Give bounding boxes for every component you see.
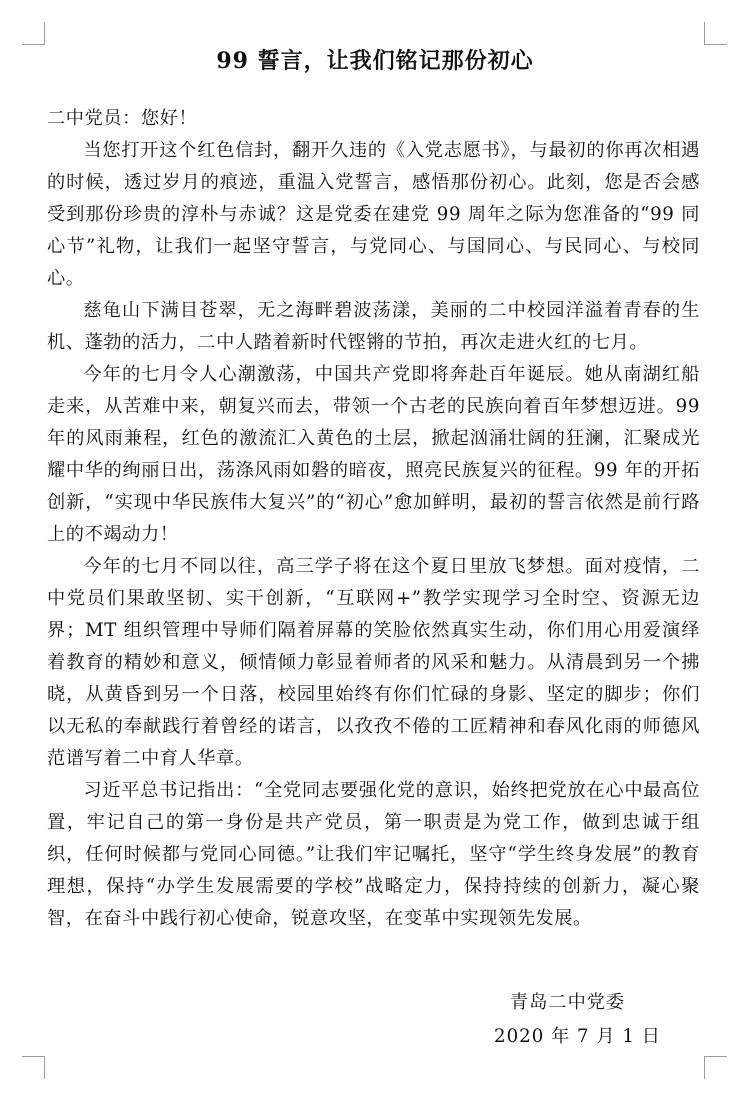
document-title: 99 誓言，让我们铭记那份初心 xyxy=(216,48,534,74)
salutation: 二中党员：您好！ xyxy=(47,108,198,129)
paragraph-1: 当您打开这个红色信封，翻开久违的《入党志愿书》，与最初的你再次相遇的时候，透过岁月的痕迹，重温入党誓言，感悟那份初心。此刻，您是否会感受到那份珍贵的淳朴与赤诚？这是党委在建党 99 周年之际为您准备的“99 同心节”礼物，让我们一起坚守誓言，与党同心、与国同心、与民同心、与校同心。 xyxy=(47,140,700,289)
crop-mark-bottom-right xyxy=(704,1056,727,1079)
paragraph-3: 今年的七月令人心潮激荡，中国共产党即将奔赴百年诞辰。她从南湖红船走来，从苦难中来，朝复兴而去，带领一个古老的民族向着百年梦想迈进。99 年的风雨兼程，红色的激流汇入黄色的土层，掀起汹涌壮阔的狂澜，汇聚成光耀中华的绚丽日出，荡涤风雨如磐的暗夜，照亮民族复兴的征程。99 年的开拓创新，“实现中华民族伟大复兴”的“初心”愈加鲜明，最初的誓言依然是前行路上的不竭动力！ xyxy=(47,364,700,545)
paragraph-2: 慈龟山下满目苍翠，无之海畔碧波荡漾，美丽的二中校园洋溢着青春的生机、蓬勃的活力，二中人踏着新时代铿锵的节拍，再次走进火红的七月。 xyxy=(47,300,700,353)
crop-mark-top-right xyxy=(704,22,727,45)
signature-organization: 青岛二中党委 xyxy=(510,992,626,1013)
paragraph-4: 今年的七月不同以往，高三学子将在这个夏日里放飞梦想。面对疫情，二中党员们果敢坚韧、实干创新，“互联网+”教学实现学习全时空、资源无边界；MT 组织管理中导师们隔着屏幕的笑脸依然真实生动，你们用心用爱演绎着教育的精妙和意义，倾情倾力彰显着师者的风采和魅力。从清晨到另一个拂晓，从黄昏到另一个日落，校园里始终有你们忙碌的身影、坚定的脚步；你们以无私的奉献践行着曾经的诺言，以孜孜不倦的工匠精神和春风化雨的师德风范谱写着二中育人华章。 xyxy=(47,556,700,769)
crop-mark-bottom-left xyxy=(22,1056,45,1079)
signature-date: 2020 年 7 月 1 日 xyxy=(494,1026,661,1047)
crop-mark-top-left xyxy=(22,22,45,45)
paragraph-5: 习近平总书记指出：“全党同志要强化党的意识，始终把党放在心中最高位置，牢记自己的第一身份是共产党员，第一职责是为党工作，做到忠诚于组织，任何时候都与党同心同德。”让我们牢记嘱托，坚守“学生终身发展”的教育理想，保持“办学生发展需要的学校”战略定力，保持持续的创新力，凝心聚智，在奋斗中践行初心使命，锐意攻坚，在变革中实现领先发展。 xyxy=(47,780,700,929)
letter-body xyxy=(47,103,700,935)
